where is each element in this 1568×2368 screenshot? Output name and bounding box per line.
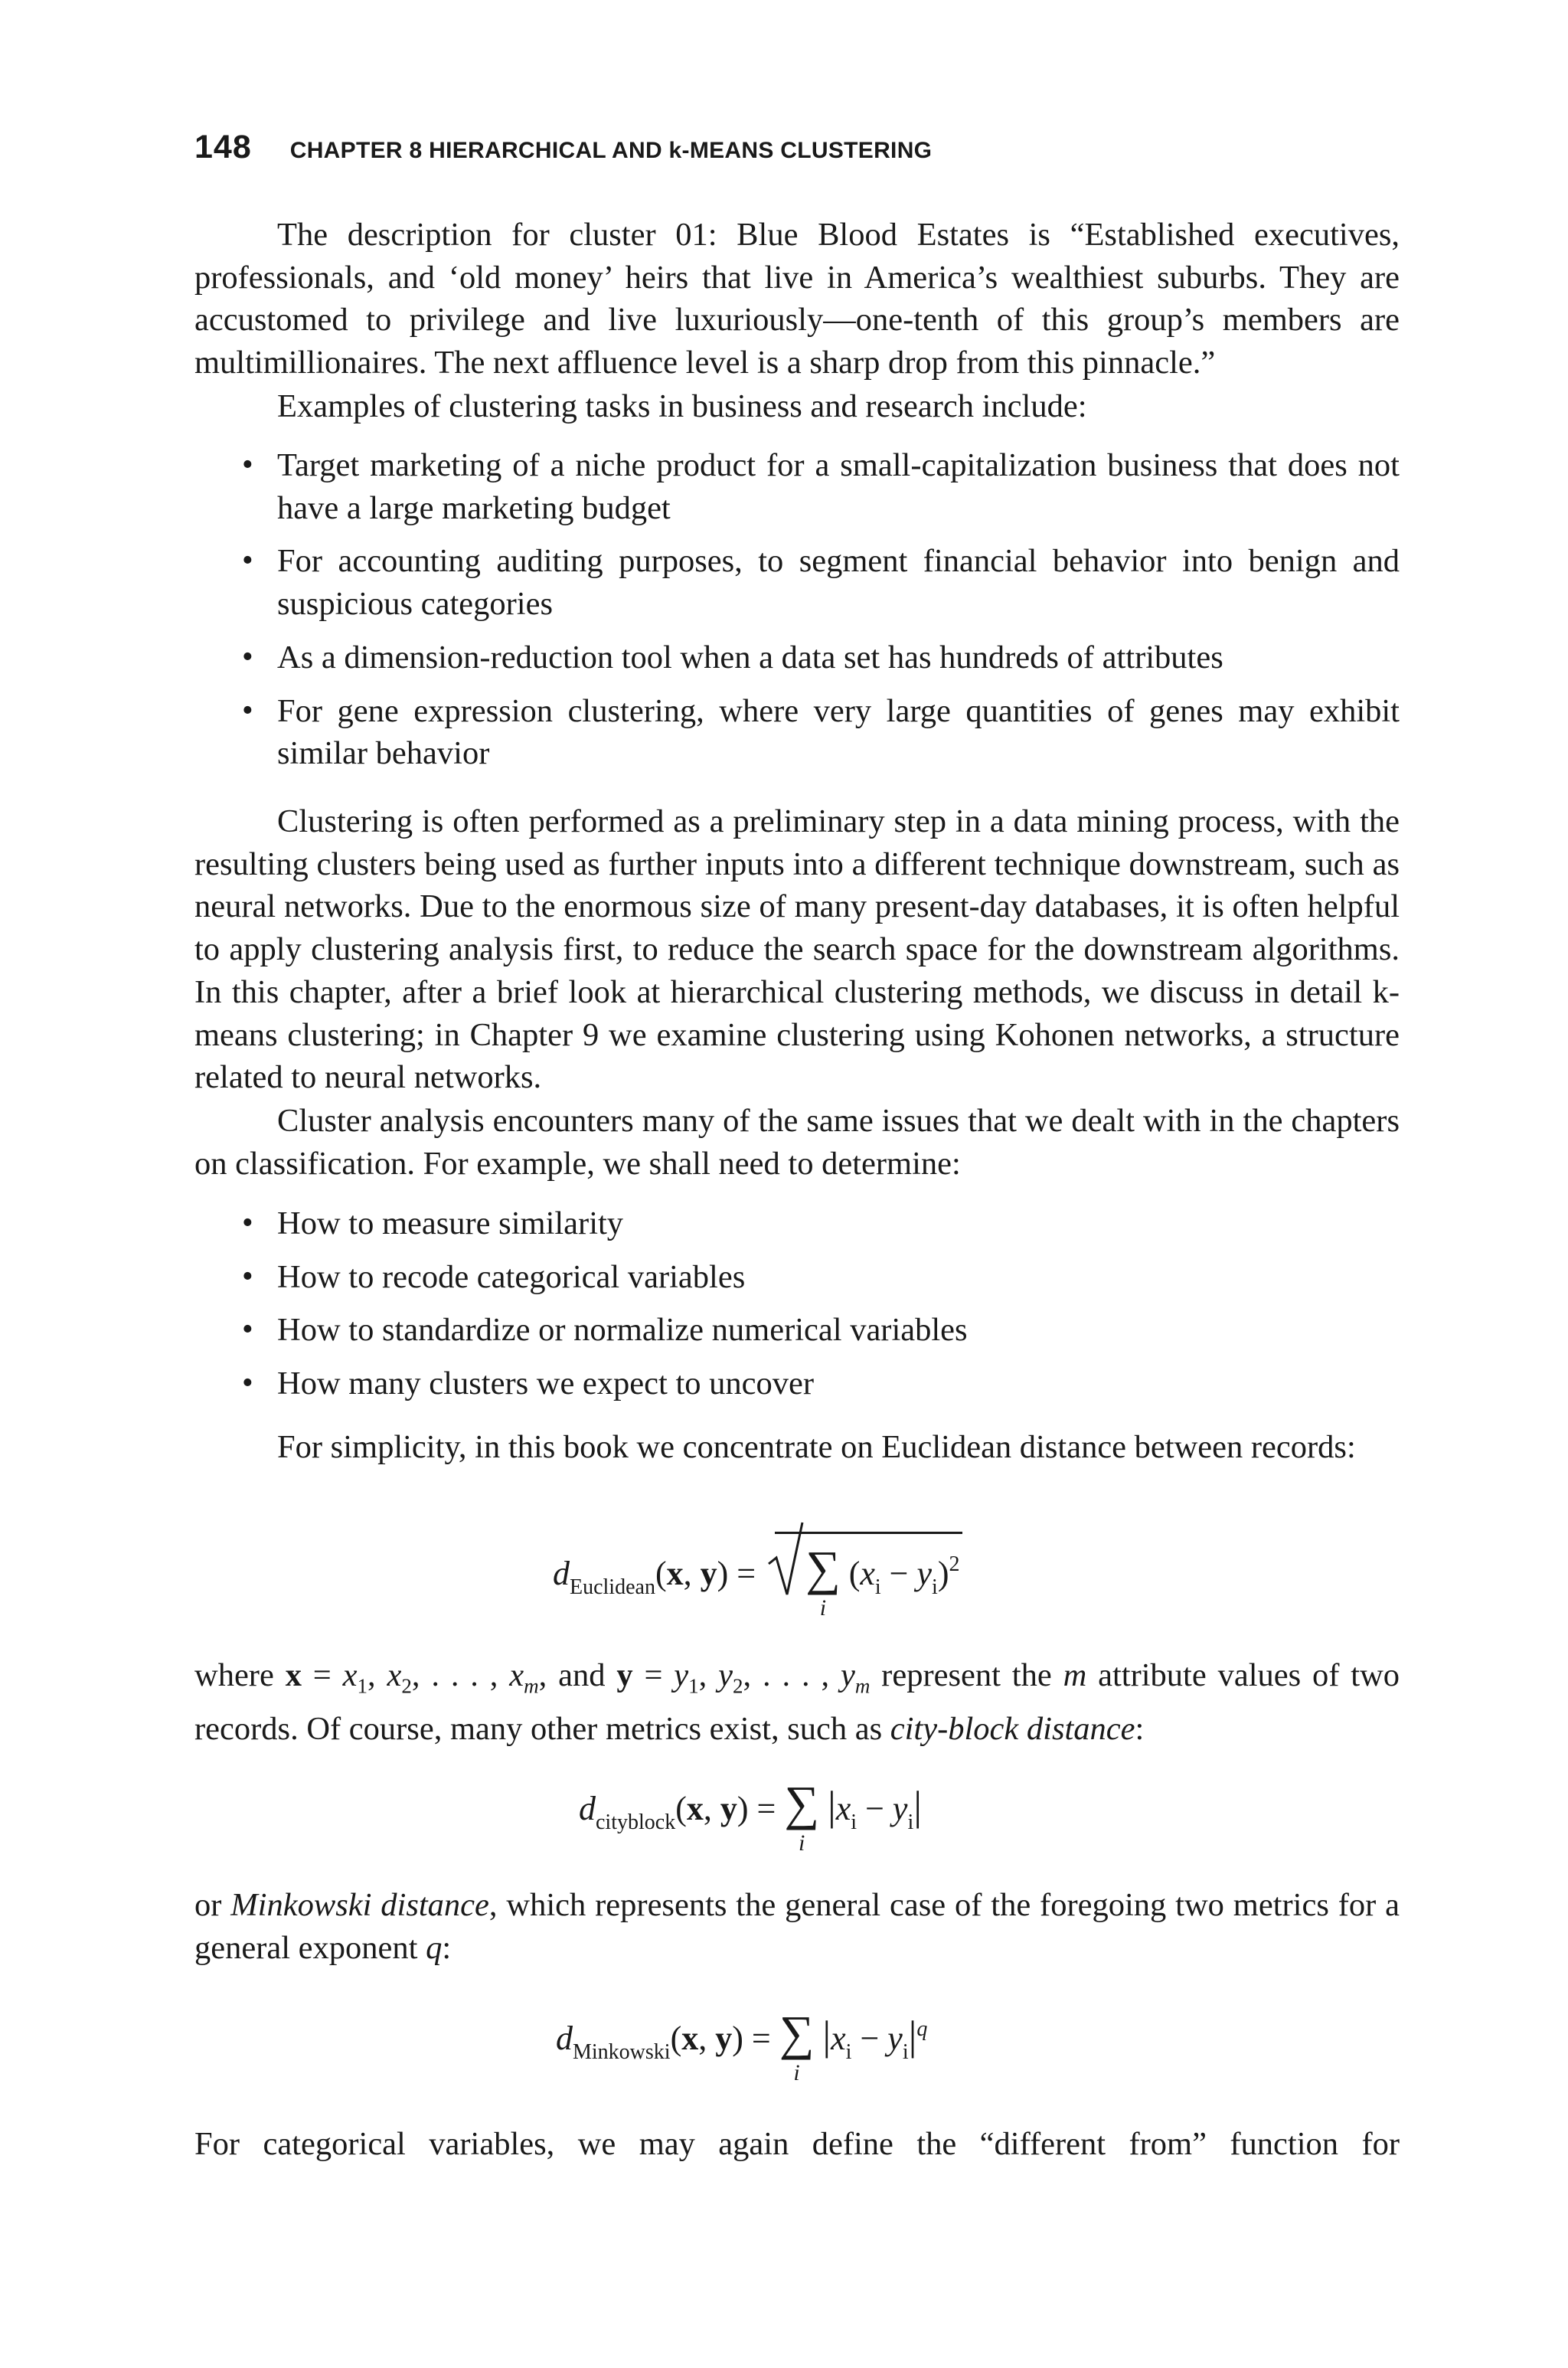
- list-item: • How to recode categorical variables: [194, 1256, 1400, 1299]
- page-number: 148: [194, 129, 252, 165]
- list-item: • How to standardize or normalize numerical variables: [194, 1309, 1400, 1352]
- bullet-icon: •: [242, 447, 253, 482]
- bullet-icon: •: [242, 1258, 253, 1294]
- bullet-icon: •: [242, 1366, 253, 1402]
- bullet-list-examples: [194, 444, 1400, 786]
- list-item: • For accounting auditing purposes, to segment financial behavior into benign and suspicious categories: [194, 540, 1400, 625]
- formula-cityblock: $d_{cityblock}(x$, y) = ∑ i $|x_i - y_i|$: [579, 1776, 923, 1856]
- paragraph-euclidean-intro: For simplicity, in this book we concentrate on Euclidean distance between records:: [277, 1429, 1356, 1465]
- paragraph-minkowski-intro: or Minkowski distance, which represents the general case of the foregoing two metrics for a general exponent q:: [194, 1887, 1400, 1966]
- bullet-icon: •: [242, 543, 253, 579]
- formula-euclidean: $d_{Euclidean}(x$, y) = ∑ i $(x_i - y_i)^2$: [553, 1532, 962, 1600]
- list-item: • As a dimension-reduction tool when a data set has hundreds of attributes: [194, 636, 1400, 679]
- running-header: [194, 129, 932, 166]
- bullet-icon: •: [242, 639, 253, 675]
- list-item: • Target marketing of a niche product for a small-capitalization business that does not have a large marketing budget: [194, 444, 1400, 529]
- bullet-list-issues: [194, 1202, 1400, 1416]
- bullet-icon: •: [242, 692, 253, 728]
- paragraph-clustering-preliminary: Clustering is often performed as a preliminary step in a data mining process, with the resulting clusters being used as further inputs into a different technique downstream, such as neural networks. Due to the enormous size of many present-day databases, it is often helpful to apply clustering analysis first, to reduce the search space for the downstream algorithms. In this chapter, after a brief look at hierarchical clustering methods, we discuss in detail k-means clustering; in Chapter 9 we examine clustering using Kohonen networks, a structure related to neural networks.: [194, 803, 1400, 1096]
- paragraph-cluster-issues: Cluster analysis encounters many of the same issues that we dealt with in the chapters on classification. For example, we shall need to determine:: [194, 1103, 1400, 1182]
- paragraph-categorical: For categorical variables, we may again define the “different from” function for: [194, 2126, 1400, 2162]
- bullet-icon: •: [242, 1205, 253, 1241]
- chapter-title: CHAPTER 8 HIERARCHICAL AND k-MEANS CLUSTERING: [289, 138, 933, 163]
- formula-minkowski: $d_{Minkowski}(x$, y) = ∑ i $|x_i - y_i|^q$: [556, 2006, 928, 2085]
- list-item: • For gene expression clustering, where very large quantities of genes may exhibit similar behavior: [194, 690, 1400, 775]
- sqrt-sign-icon: [767, 1518, 804, 1602]
- list-item: • How many clusters we expect to uncover: [194, 1362, 1400, 1405]
- paragraph-examples-intro: Examples of clustering tasks in business and research include:: [277, 388, 1087, 424]
- list-item: • How to measure similarity: [194, 1202, 1400, 1245]
- bullet-icon: •: [242, 1312, 253, 1348]
- paragraph-cluster-description: The description for cluster 01: Blue Blood Estates is “Established executives, professionals, and ‘old money’ heirs that live in America’s wealthiest suburbs. They are accustomed to privilege and live luxuriously—one-tenth of this group’s members are multimillionaires. The next affluence level is a sharp drop from this pinnacle.”: [194, 217, 1400, 381]
- paragraph-where-vectors: where $x = x_1$, $x_2$, . . . , $x_m$, and $y = y_1$, $y_2$, . . . , $y_m$ represent the m attribute values of two records. Of course, many other metrics exist, such as city-block distance:: [194, 1657, 1400, 1748]
